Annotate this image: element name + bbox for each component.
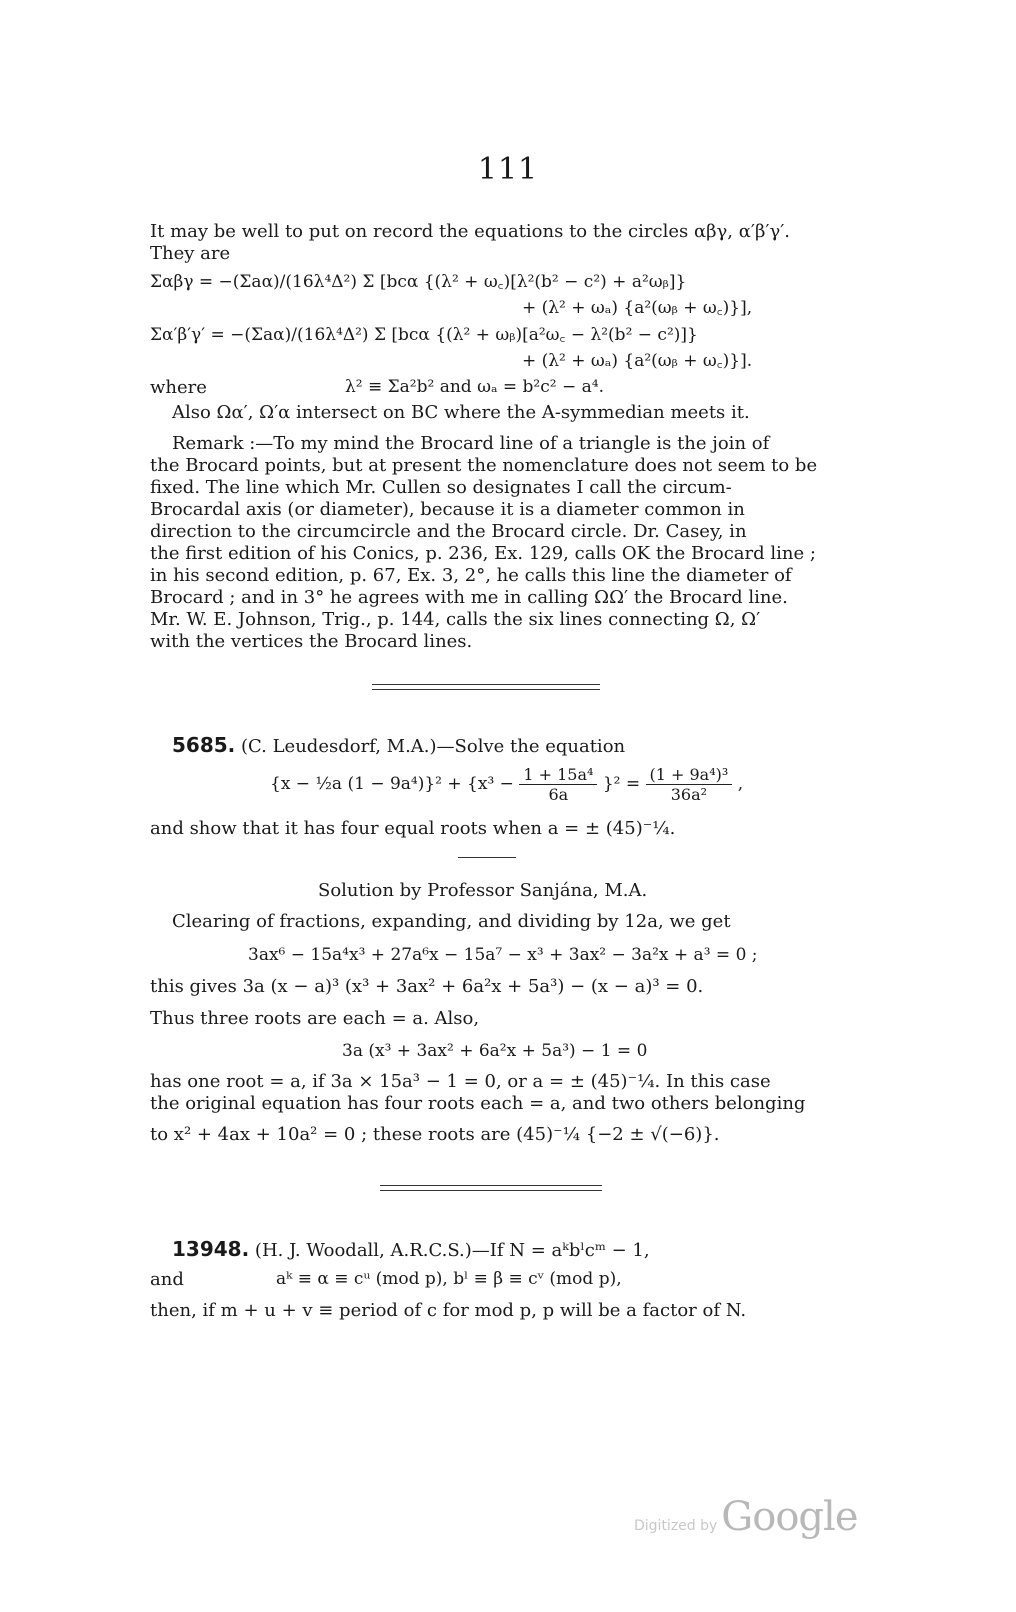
separator-rule (372, 684, 600, 685)
digitized-by-google-watermark (634, 1494, 857, 1540)
solution-line-4: Thus three roots are each = a. Also, (150, 1008, 480, 1029)
separator-rule (380, 1190, 602, 1191)
equation-left: {x − ½a (1 − 9a⁴)}² + {x³ − (270, 774, 514, 794)
page-number: 111 (477, 152, 539, 187)
equation-middle: }² = (602, 774, 641, 794)
equation-circle-abg: Σαβγ = −(Σaα)/(16λ⁴Δ²) Σ [bcα {(λ² + ω꜀)[λ²(b² − c²) + a²ωᵦ]} (150, 272, 687, 292)
and-label: and (150, 1269, 184, 1290)
problem-5685-condition: and show that it has four equal roots when a = ± (45)⁻¼. (150, 818, 676, 839)
fraction-2-numerator: (1 + 9a⁴)³ (646, 765, 733, 785)
solution-line-7: the original equation has four roots each = a, and two others belonging (150, 1093, 806, 1114)
remark-line-10: with the vertices the Brocard lines. (150, 631, 473, 652)
remark-line-6: the first edition of his Conics, p. 236, Ex. 129, calls OK the Brocard line ; (150, 543, 816, 564)
fraction-1-numerator: 1 + 15a⁴ (519, 765, 597, 785)
solution-line-1: Clearing of fractions, expanding, and dividing by 12a, we get (172, 911, 731, 932)
remark-line-1: Remark :—To my mind the Brocard line of a triangle is the join of (172, 433, 770, 454)
problem-5685-header (172, 734, 625, 758)
solution-line-6: has one root = a, if 3a × 15a³ − 1 = 0, or a = ± (45)⁻¼. In this case (150, 1071, 771, 1092)
problem-number: 13948. (172, 1237, 250, 1261)
problem-5685-equation (270, 765, 743, 804)
remark-line-5: direction to the circumcircle and the Brocard circle. Dr. Casey, in (150, 521, 747, 542)
equation-circle-abg-prime-continued: + (λ² + ωₐ) {a²(ωᵦ + ω꜀)}]. (522, 351, 753, 371)
google-logo-text: Google (721, 1494, 858, 1540)
remark-line-2: the Brocard points, but at present the nomenclature does not seem to be (150, 455, 818, 476)
short-rule (458, 857, 516, 858)
problem-statement: (C. Leudesdorf, M.A.)—Solve the equation (241, 736, 626, 757)
solution-title: Solution by Professor Sanjána, M.A. (318, 880, 648, 901)
solution-equation-2: 3a (x³ + 3ax² + 6a²x + 5a³) − 1 = 0 (342, 1041, 648, 1061)
remark-line-9: Mr. W. E. Johnson, Trig., p. 144, calls the six lines connecting Ω, Ω′ (150, 609, 761, 630)
solution-line-8: to x² + 4ax + 10a² = 0 ; these roots are (45)⁻¼ {−2 ± √(−6)}. (150, 1124, 720, 1145)
intro-line-1: It may be well to put on record the equations to the circles αβγ, α′β′γ′. (150, 221, 791, 242)
solution-line-3: this gives 3a (x − a)³ (x³ + 3ax² + 6a²x + 5a³) − (x − a)³ = 0. (150, 976, 704, 997)
remark-line-3: fixed. The line which Mr. Cullen so designates I call the circum- (150, 477, 732, 498)
separator-rule (380, 1185, 602, 1186)
equation-circle-abg-continued: + (λ² + ωₐ) {a²(ωᵦ + ω꜀)}], (522, 298, 753, 318)
equation-end: , (737, 774, 744, 794)
watermark-small-text: Digitized by (634, 1518, 718, 1534)
remark-line-8: Brocard ; and in 3° he agrees with me in calling ΩΩ′ the Brocard line. (150, 587, 788, 608)
problem-number: 5685. (172, 733, 236, 757)
remark-line-4: Brocardal axis (or diameter), because it is a diameter common in (150, 499, 745, 520)
equation-circle-abg-prime: Σα′β′γ′ = −(Σaα)/(16λ⁴Δ²) Σ [bcα {(λ² + ωᵦ)[a²ω꜀ − λ²(b² − c²)]} (150, 325, 698, 345)
fraction-1 (519, 765, 597, 804)
intro-line-2: They are (150, 243, 231, 264)
also-line: Also Ωα′, Ω′α intersect on BC where the A-symmedian meets it. (172, 402, 750, 423)
separator-rule (372, 689, 600, 690)
fraction-1-denominator: 6a (548, 785, 569, 804)
where-equation: λ² ≡ Σa²b² and ωₐ = b²c² − a⁴. (345, 377, 604, 397)
remark-line-7: in his second edition, p. 67, Ex. 3, 2°, he calls this line the diameter of (150, 565, 792, 586)
where-label: where (150, 377, 207, 398)
fraction-2-denominator: 36a² (670, 785, 708, 804)
solution-equation-1: 3ax⁶ − 15a⁴x³ + 27a⁶x − 15a⁷ − x³ + 3ax² − 3a²x + a³ = 0 ; (248, 945, 758, 965)
problem-statement: (H. J. Woodall, A.R.C.S.)—If N = aᵏbˡcᵐ − 1, (254, 1240, 650, 1261)
problem-13948-header (172, 1238, 650, 1262)
congruence-line: aᵏ ≡ α ≡ cᵘ (mod p), bˡ ≡ β ≡ cᵛ (mod p), (276, 1269, 622, 1289)
conclusion-line: then, if m + u + v ≡ period of c for mod p, p will be a factor of N. (150, 1300, 747, 1321)
fraction-2 (646, 765, 733, 804)
